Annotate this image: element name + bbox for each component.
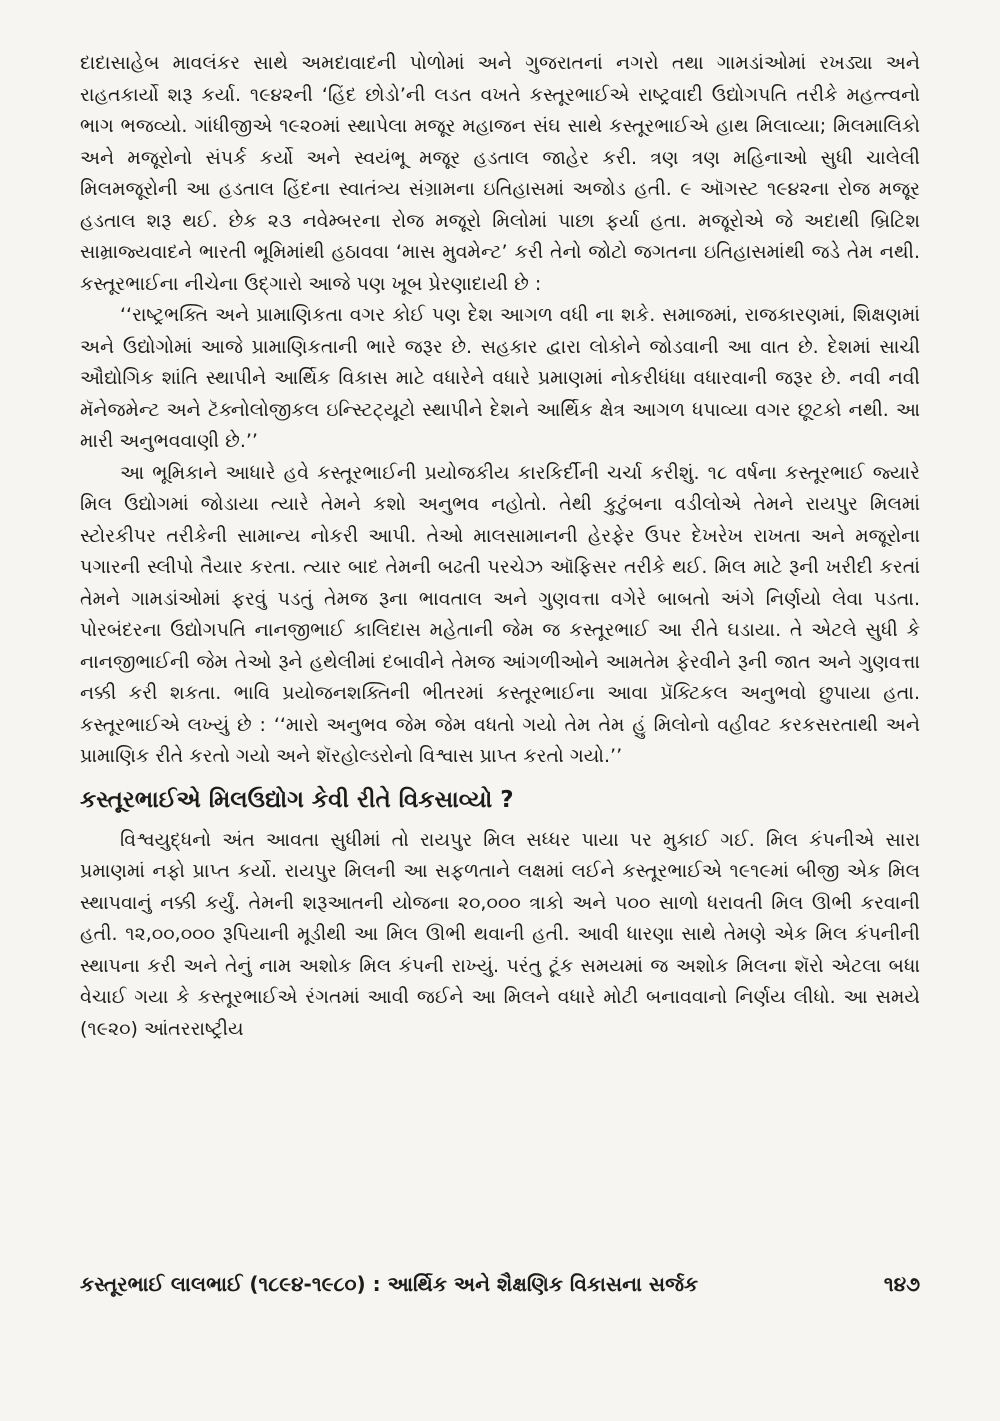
paragraph-strike-history: દાદાસાહેબ માવલંકર સાથે અમદાવાદની પોળોમાં અને ગુજરાતનાં નગરો તથા ગામડાંઓમાં રખડ્યા અને રાહતકાર્યો શરૂ કર્યા. ૧૯૪૨ની ‘હિંદ છોડો’ની લડત વખતે કસ્તૂરભાઈએ રાષ્ટ્રવાદી ઉદ્યોગપતિ તરીકે મહત્ત્વનો ભાગ ભજવ્યો. ગાંધીજીએ ૧૯૨૦માં સ્થાપેલા મજૂર મહાજન સંઘ સાથે કસ્તૂરભાઈએ હાથ મિલાવ્યા; મિલમાલિકો અને મજૂરોનો સંપર્ક કર્યો અને સ્વયંભૂ મજૂર હડતાલ જાહેર કરી. ત્રણ ત્રણ મહિનાઓ સુધી ચાલેલી મિલમજૂરોની આ હડતાલ હિંદના સ્વાતંત્ર્ય સંગ્રામના ઇતિહાસમાં અજોડ હતી. ૯ ઑગસ્ટ ૧૯૪૨ના રોજ મજૂર હડતાલ શરૂ થઈ. છેક ૨૩ નવેમ્બરના રોજ મજૂરો મિલોમાં પાછા ફર્યા હતા. મજૂરોએ જે અદાથી બ્રિટિશ સામ્રાજ્યવાદને ભારતી ભૂમિમાંથી હઠાવવા ‘માસ મુવમેન્ટ’ કરી તેનો જોટો જગતના ઇતિહાસમાંથી જડે તેમ નથી. કસ્તૂરભાઈના નીચેના ઉદ્‌ગારો આજે પણ ખૂબ પ્રેરણાદાયી છે : bbox=[80, 52, 920, 295]
paragraph-early-career: આ ભૂમિકાને આધારે હવે કસ્તૂરભાઈની પ્રયોજકીય કારકિર્દીની ચર્ચા કરીશું. ૧૮ વર્ષના કસ્તૂરભાઈ જ્યારે મિલ ઉદ્યોગમાં જોડાયા ત્યારે તેમને કશો અનુભવ નહોતો. તેથી કુટુંબના વડીલોએ તેમને રાયપુર મિલમાં સ્ટોરકીપર તરીકેની સામાન્ય નોકરી આપી. તેઓ માલસામાનની હેરફેર ઉપર દેખરેખ રાખતા અને મજૂરોના પગારની સ્લીપો તૈયાર કરતા. ત્યાર બાદ તેમની બઢતી પરચેઝ ઑફિસર તરીકે થઈ. મિલ માટે રૂની ખરીદી કરતાં તેમને ગામડાંઓમાં ફરવું પડતું તેમજ રૂના ભાવતાલ અને ગુણવત્તા વગેરે બાબતો અંગે નિર્ણયો લેવા પડતા. પોરબંદરના ઉદ્યોગપતિ નાનજીભાઈ કાલિદાસ મહેતાની જેમ જ કસ્તૂરભાઈ આ રીતે ઘડાયા. તે એટલે સુધી કે નાનજીભાઈની જેમ તેઓ રૂને હથેલીમાં દબાવીને તેમજ આંગળીઓને આમતેમ ફેરવીને રૂની જાત અને ગુણવત્તા નક્કી કરી શકતા. ભાવિ પ્રયોજનશક્તિની ભીતરમાં કસ્તૂરભાઈના આવા પ્રૅક્ટિકલ અનુભવો છુપાયા હતા. કસ્તૂરભાઈએ લખ્યું છે : ‘‘મારો અનુભવ જેમ જેમ વધતો ગયો તેમ તેમ હું મિલોનો વહીવટ કરકસરતાથી અને પ્રામાણિક રીતે કરતો ગયો અને શૅરહોલ્ડરોનો વિશ્વાસ પ્રાપ્ત કરતો ગયો.’’ bbox=[80, 461, 920, 767]
section-heading: કસ્તૂરભાઈએ મિલઉદ્યોગ કેવી રીતે વિકસાવ્યો ? bbox=[80, 786, 514, 813]
page-footer bbox=[80, 1272, 920, 1296]
page-number: ૧૪૭ bbox=[883, 1272, 920, 1296]
paragraph-quote-patriotism: ‘‘રાષ્ટ્રભક્તિ અને પ્રામાણિકતા વગર કોઈ પણ દેશ આગળ વધી ના શકે. સમાજમાં, રાજકારણમાં, શિક્ષણમાં અને ઉદ્યોગોમાં આજે પ્રામાણિકતાની ભારે જરૂર છે. સહકાર દ્વારા લોકોને જોડવાની આ વાત છે. દેશમાં સાચી ઔદ્યોગિક શાંતિ સ્થાપીને આર્થિક વિકાસ માટે વધારેને વધારે પ્રમાણમાં નોકરીધંધા વધારવાની જરૂર છે. નવી નવી મૅનેજમેન્ટ અને ટૅક્નોલોજીકલ ઇન્સ્ટિટ્યૂટો સ્થાપીને દેશને આર્થિક ક્ષેત્ર આગળ ધપાવ્યા વગર છૂટકો નથી. આ મારી અનુભવવાણી છે.’’ bbox=[80, 304, 920, 452]
paragraph-ashok-mill: વિશ્વયુદ્ધનો અંત આવતા સુધીમાં તો રાયપુર મિલ સધ્ધર પાયા પર મુકાઈ ગઈ. મિલ કંપનીએ સારા પ્રમાણમાં નફો પ્રાપ્ત કર્યો. રાયપુર મિલની આ સફળતાને લક્ષમાં લઈને કસ્તૂરભાઈએ ૧૯૧૯માં બીજી એક મિલ સ્થાપવાનું નક્કી કર્યું. તેમની શરૂઆતની યોજના ૨૦,૦૦૦ ત્રાકો અને ૫૦૦ સાળો ધરાવતી મિલ ઊભી કરવાની હતી. ૧૨,૦૦,૦૦૦ રૂપિયાની મૂડીથી આ મિલ ઊભી થવાની હતી. આવી ધારણા સાથે તેમણે એક મિલ કંપનીની સ્થાપના કરી અને તેનું નામ અશોક મિલ કંપની રાખ્યું. પરંતુ ટૂંક સમયમાં જ અશોક મિલના શૅરો એટલા બધા વેચાઈ ગયા કે કસ્તૂરભાઈએ રંગતમાં આવી જઈને આ મિલને વધારે મોટી બનાવવાનો નિર્ણય લીધો. આ સમયે (૧૯૨૦) આંતરરાષ્ટ્રીય bbox=[80, 828, 920, 1040]
running-footer-title: કસ્તૂરભાઈ લાલભાઈ (૧૮૯૪-૧૯૮૦) : આર્થિક અને શૈક્ષણિક વિકાસના સર્જક bbox=[80, 1272, 699, 1296]
